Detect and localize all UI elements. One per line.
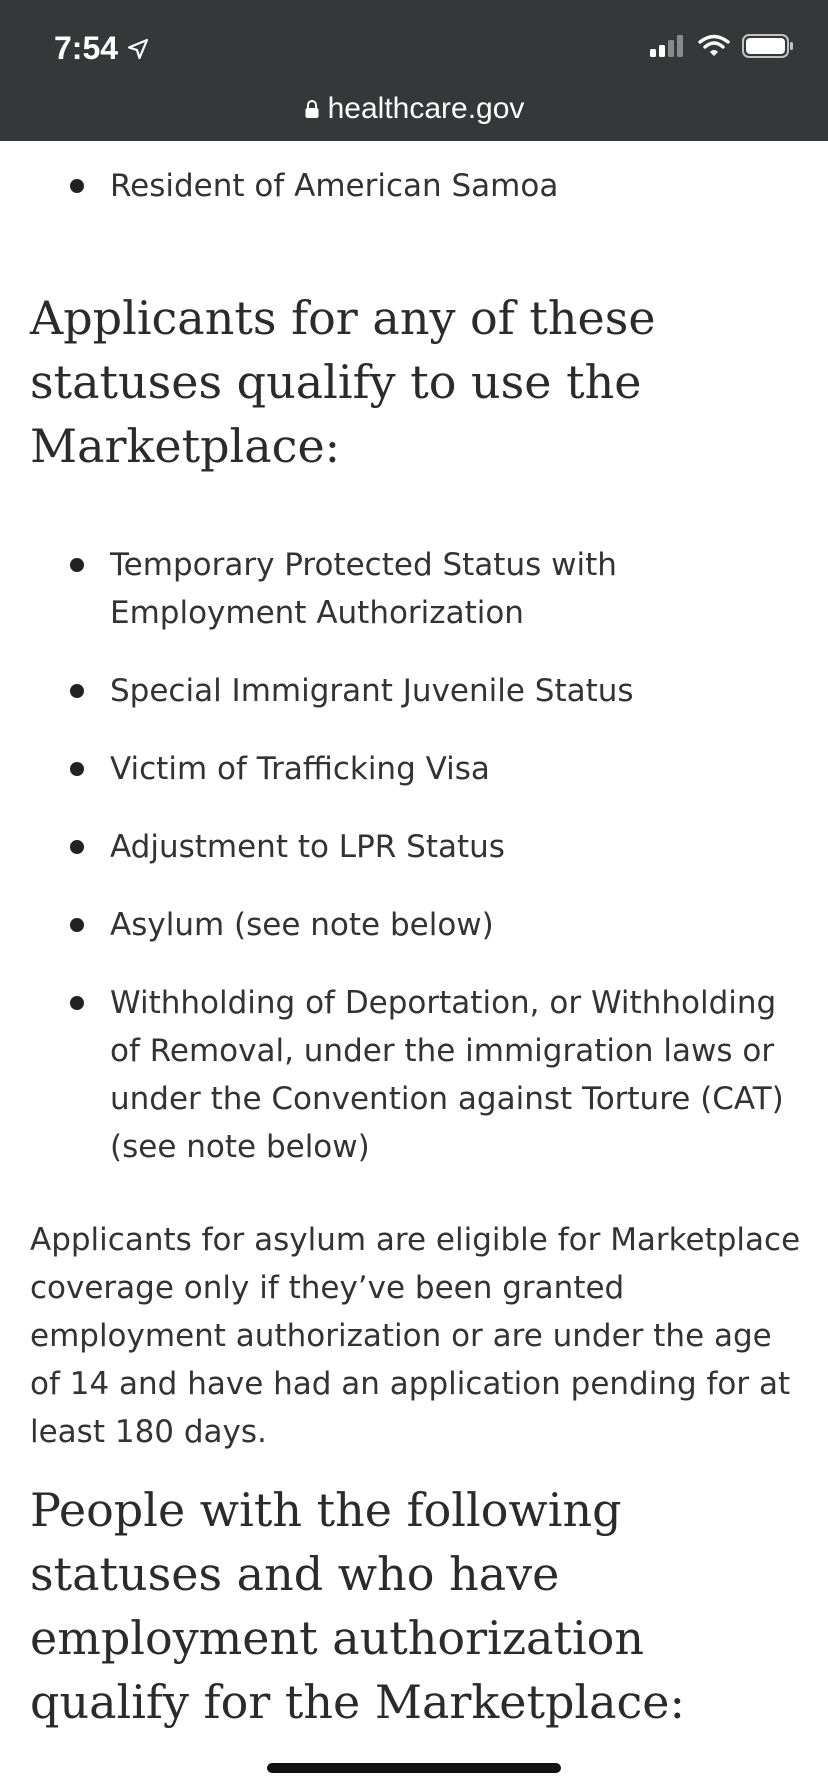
list-item: Special Immigrant Juvenile Status <box>110 667 810 715</box>
url-text: healthcare.gov <box>327 92 525 125</box>
location-arrow-icon <box>126 37 150 61</box>
status-and-address-bar <box>0 0 828 141</box>
cellular-signal-icon <box>650 35 686 57</box>
asylum-note: Applicants for asylum are eligible for Marketplace coverage only if they’ve been granted employment authorization or are under the age of 14 and have had an application pending for at least 180 days. <box>30 1222 801 1450</box>
battery-icon <box>742 34 794 58</box>
list-item: Adjustment to LPR Status <box>110 823 810 871</box>
address-bar[interactable] <box>0 92 828 126</box>
heading-applicants: Applicants for any of these statuses qualify to use the Marketplace: <box>30 291 656 473</box>
list-item: Victim of Trafficking Visa <box>110 745 810 793</box>
heading-employment-authorization: People with the following statuses and who have employment authorization qualify for the Marketplace: <box>30 1483 686 1729</box>
status-time <box>54 30 150 67</box>
list-item: Resident of American Samoa <box>110 162 810 210</box>
status-icons <box>650 34 794 58</box>
list-item: Temporary Protected Status with Employment Authorization <box>110 541 810 637</box>
home-indicator[interactable] <box>267 1763 561 1773</box>
status-time-text: 7:54 <box>54 30 119 66</box>
list-item: Withholding of Deportation, or Withholding of Removal, under the immigration laws or under the Convention against Torture (CAT) (see note below) <box>110 979 810 1171</box>
list-item: Asylum (see note below) <box>110 901 810 949</box>
lock-icon <box>304 99 320 119</box>
wifi-icon <box>698 34 730 58</box>
